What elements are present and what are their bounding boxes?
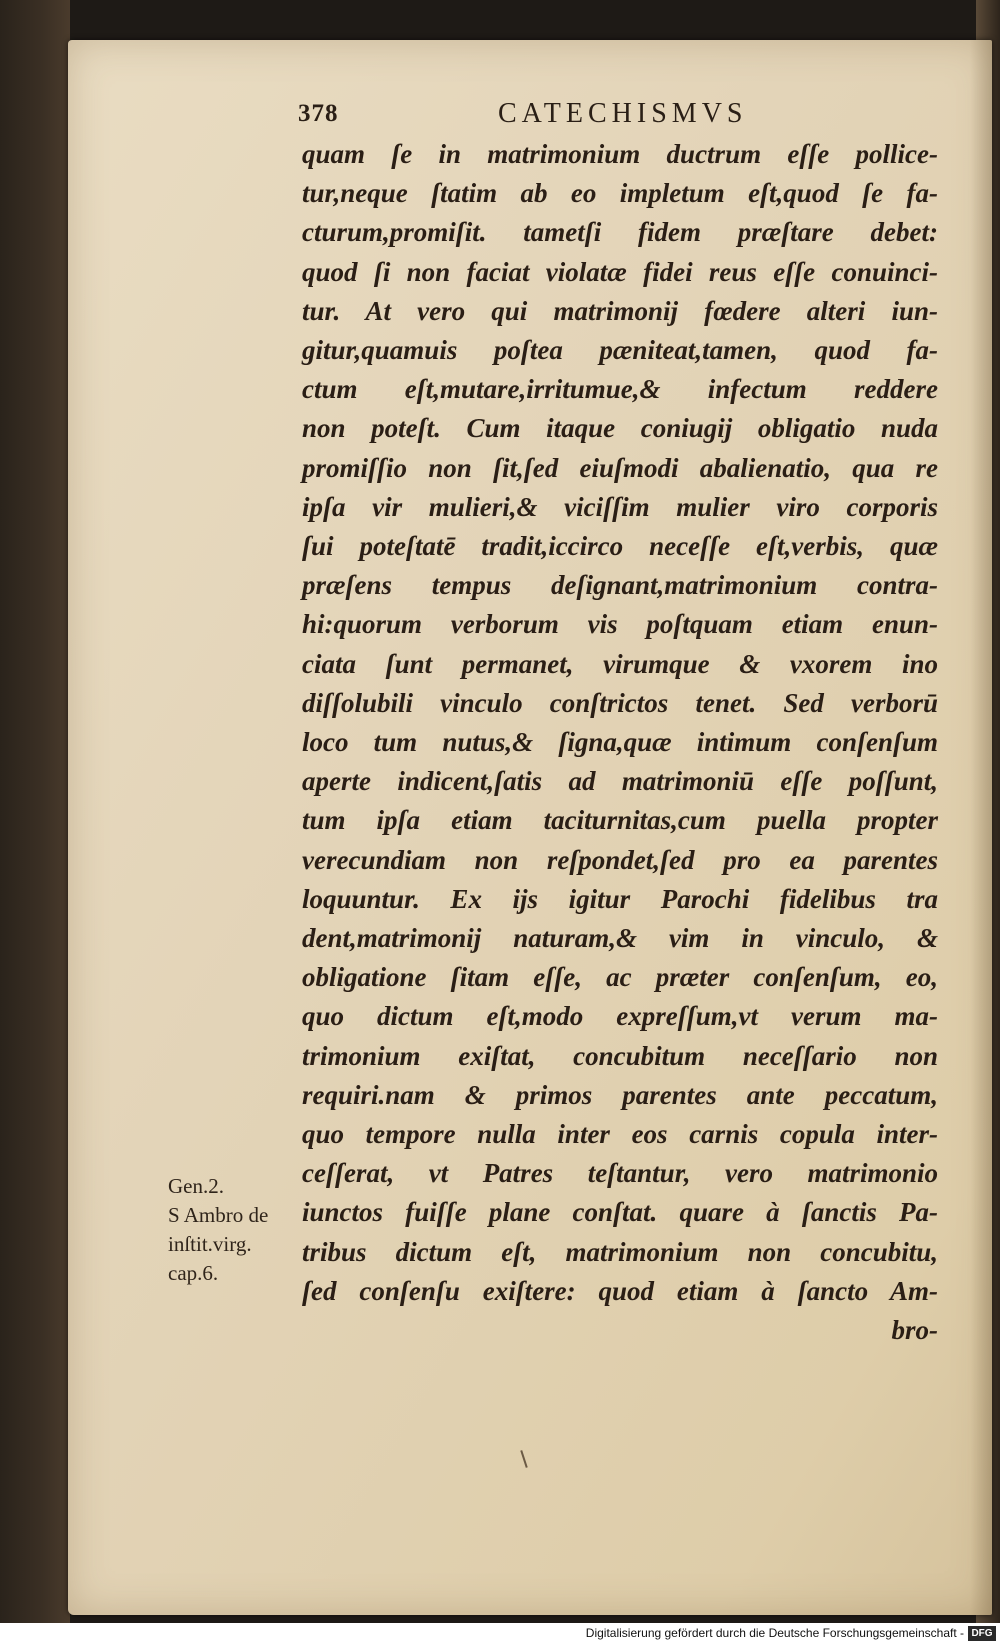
margin-note: Gen.2.	[168, 1174, 224, 1198]
text-line: quam ſe in matrimonium ductrum eſſe pollice-	[302, 139, 938, 169]
text-line: ſed conſenſu exiſtere: quod etiam à ſancto Am-	[302, 1275, 938, 1306]
text-line: tribus dictum eſt, matrimonium non concubitu,	[302, 1236, 938, 1267]
text-line: quod ſi non faciat violatæ fidei reus eſſe conuinci-	[302, 256, 938, 287]
text-line: dent,matrimonij naturam,& vim in vinculo, &	[302, 923, 938, 954]
page-shadow	[970, 40, 992, 1615]
text-line: trimonium exiſtat, concubitum neceſſario non	[302, 1040, 938, 1071]
dfg-logo: DFG	[968, 1626, 996, 1641]
digitization-footer	[0, 1623, 1000, 1645]
text-line: hi:quorum verborum vis poſtquam etiam enun-	[302, 609, 938, 640]
text-line: ipſa vir mulieri,& viciſſim mulier viro corporis	[302, 491, 938, 522]
text-line: tur,neque ſtatim ab eo impletum eſt,quod ſe fa-	[302, 178, 938, 209]
text-line: diſſolubili vinculo conſtrictos tenet. Sed verborū	[302, 687, 938, 718]
text-line: loco tum nutus,& ſigna,quæ intimum conſenſum	[302, 727, 938, 758]
running-title: CATECHISMVS	[498, 98, 748, 129]
text-line: quo dictum eſt,modo expreſſum,vt verum ma-	[302, 1001, 938, 1032]
funding-credit: Digitalisierung gefördert durch die Deutsche Forschungsgemeinschaft -	[585, 1626, 964, 1640]
text-line: ceſſerat, vt Patres teſtantur, vero matrimonio	[302, 1158, 938, 1189]
text-line: ſui poteſtatē tradit,iccirco neceſſe eſt,verbis, quæ	[302, 531, 938, 562]
margin-note: inſtit.virg.	[168, 1232, 252, 1256]
text-line: verecundiam non reſpondet,ſed pro ea parentes	[302, 844, 938, 875]
ink-mark	[520, 1450, 527, 1468]
margin-notes	[168, 1172, 308, 1288]
text-line: obligatione ſitam eſſe, ac præter conſenſum, eo,	[302, 962, 938, 993]
text-line: præſens tempus deſignant,matrimonium contra-	[302, 570, 938, 601]
text-line: tum ipſa etiam taciturnitas,cum puella propter	[302, 805, 938, 836]
page-header	[298, 98, 918, 138]
text-line: non poteſt. Cum itaque coniugij obligatio nuda	[302, 413, 938, 444]
text-line: requiri.nam & primos parentes ante peccatum,	[302, 1079, 938, 1110]
text-line: gitur,quamuis poſtea pæniteat,tamen, quod fa-	[302, 335, 938, 366]
text-line: loquuntur. Ex ijs igitur Parochi fidelibus tra	[302, 883, 938, 914]
body-text	[302, 135, 938, 1350]
margin-note: cap.6.	[168, 1261, 219, 1285]
page-number: 378	[298, 100, 339, 127]
text-line: iunctos fuiſſe plane conſtat. quare à ſanctis Pa-	[302, 1197, 938, 1228]
book-edge-left	[0, 0, 70, 1645]
text-line: cturum,promiſit. tametſi fidem præſtare debet:	[302, 217, 938, 248]
text-line: promiſſio non ſit,ſed eiuſmodi abalienatio, qua re	[302, 452, 938, 483]
text-line: ctum eſt,mutare,irritumue,& infectum reddere	[302, 374, 938, 405]
text-line: tur. At vero qui matrimonij fœdere alteri iun-	[302, 295, 938, 326]
text-line: ciata ſunt permanet, virumque & vxorem ino	[302, 648, 938, 679]
text-line: quo tempore nulla inter eos carnis copula inter-	[302, 1119, 938, 1150]
catchword: bro-	[891, 1315, 938, 1346]
margin-note: S Ambro de	[168, 1203, 269, 1227]
book-page	[68, 40, 992, 1615]
text-line: aperte indicent,ſatis ad matrimoniū eſſe poſſunt,	[302, 766, 938, 797]
